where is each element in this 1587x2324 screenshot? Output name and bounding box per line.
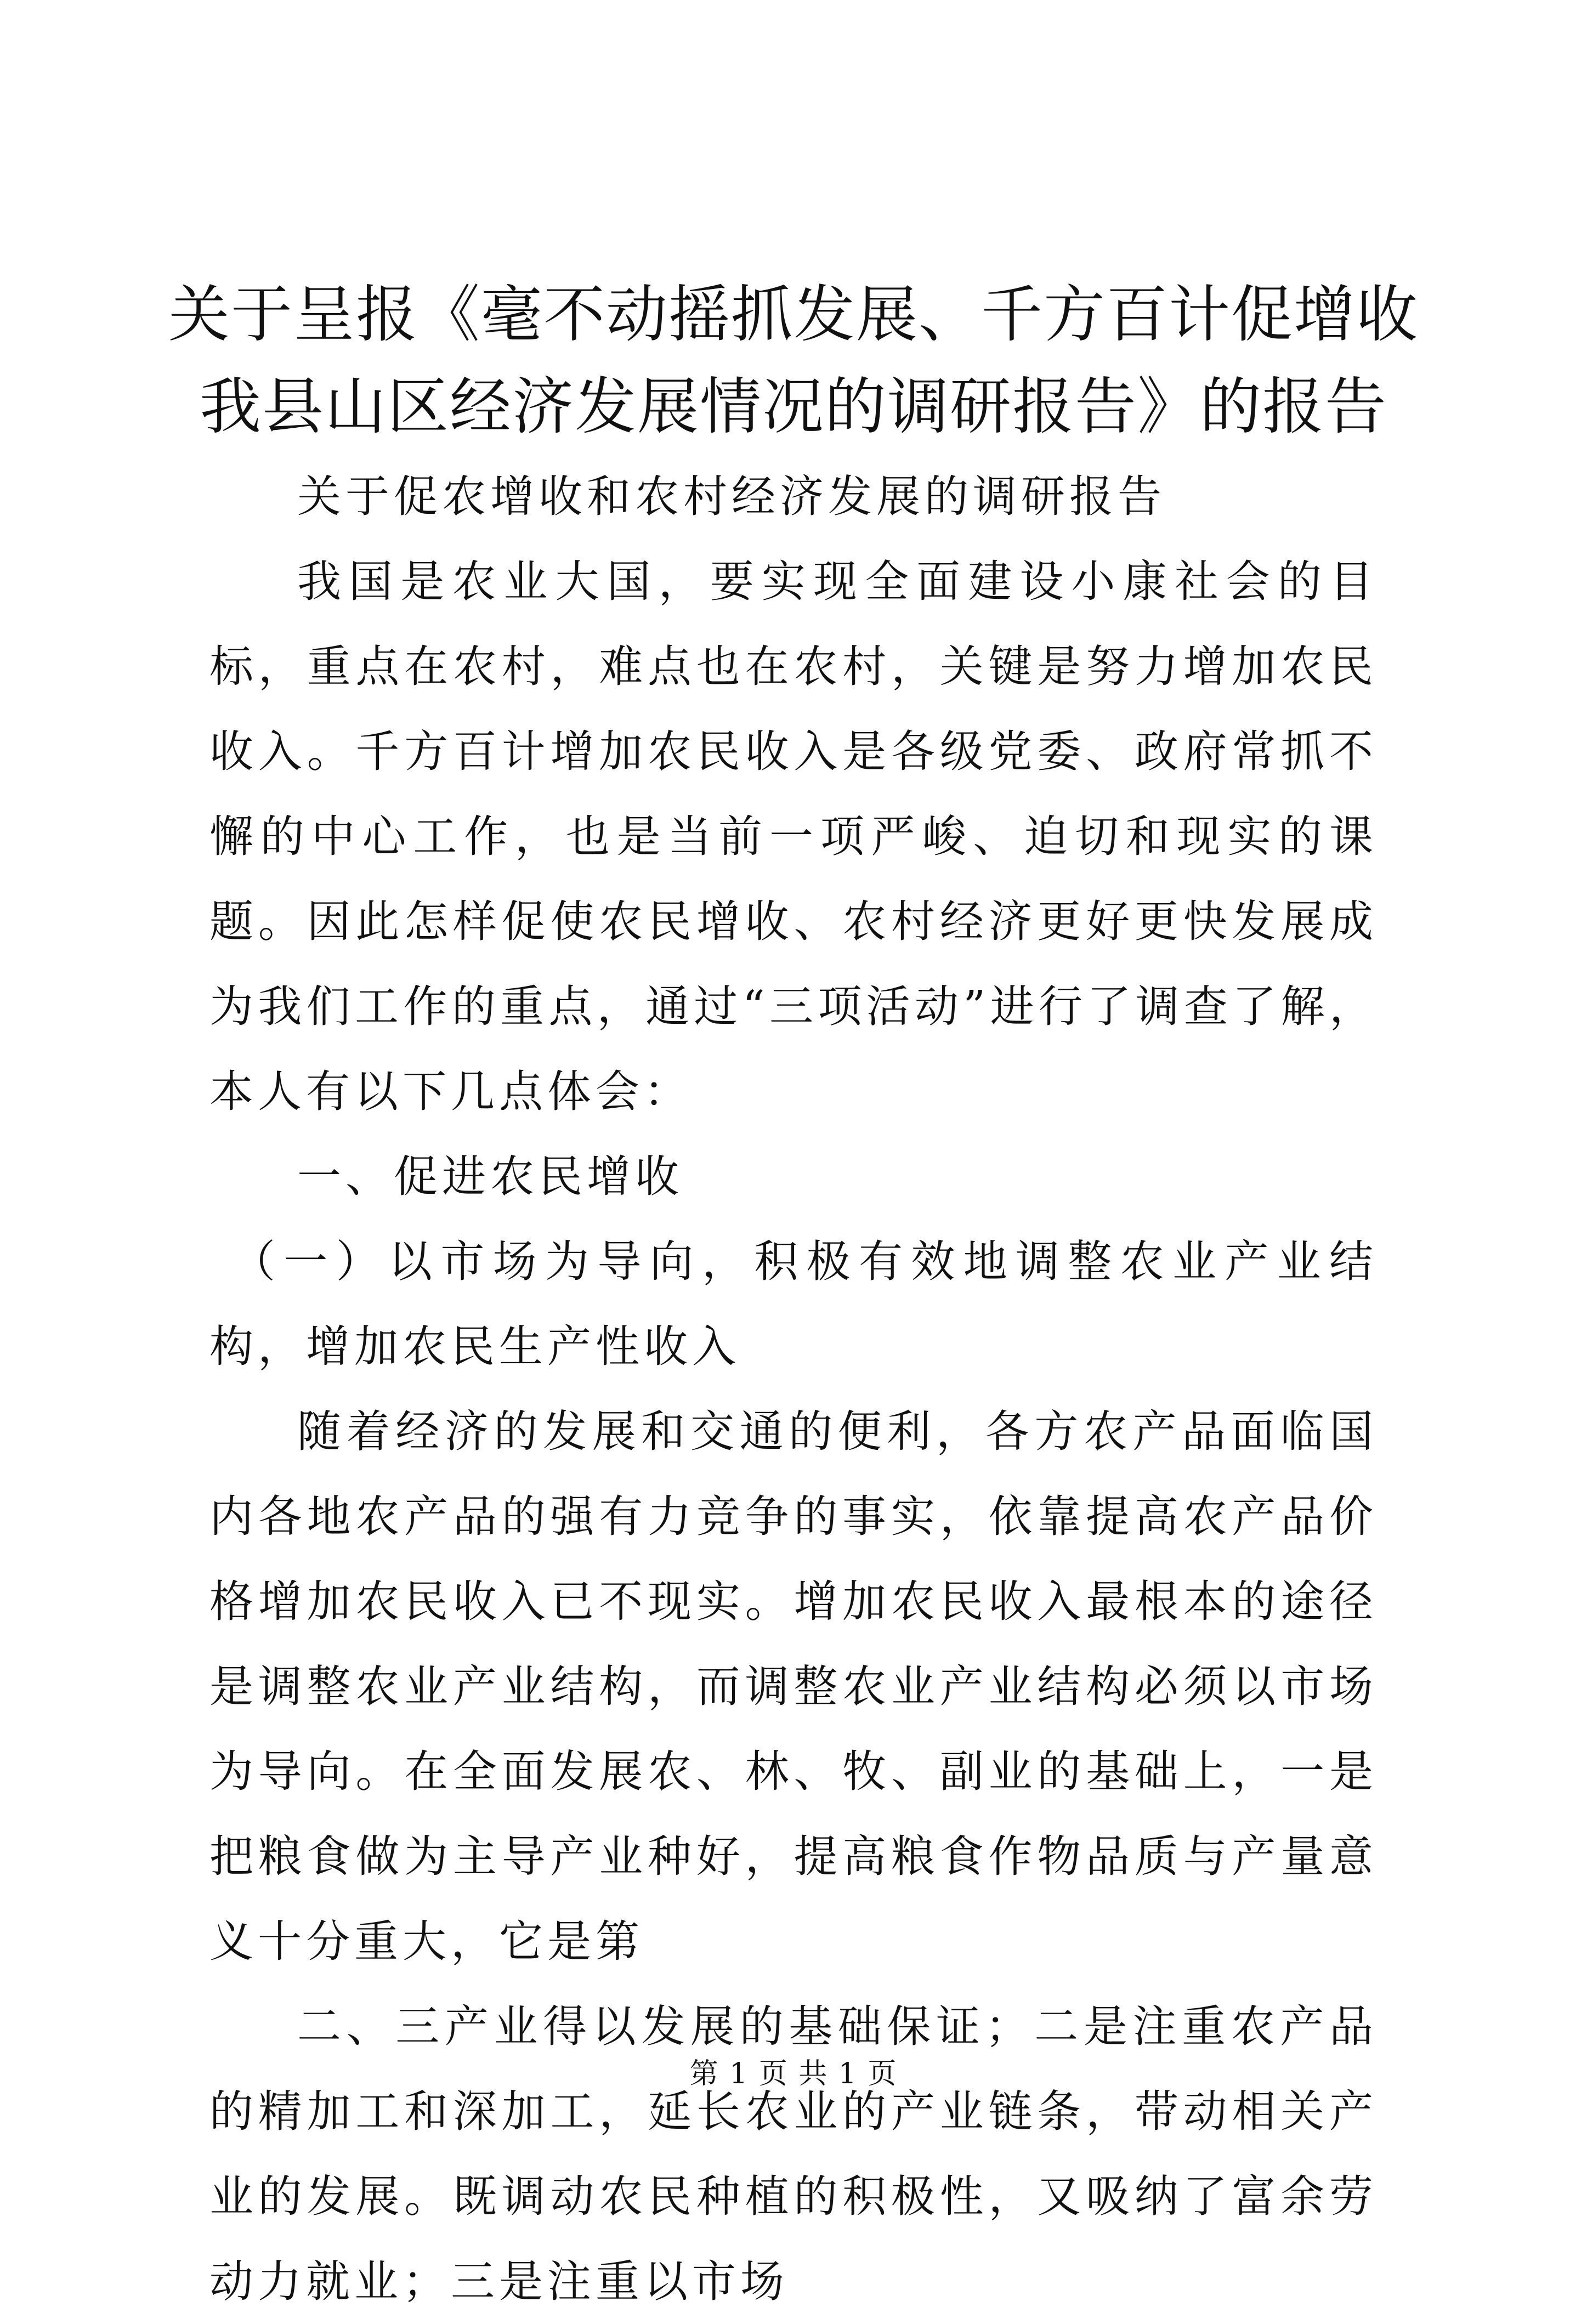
paragraph-continuation: 二、三产业得以发展的基础保证；二是注重农产品的精加工和深加工，延长农业的产业链条，带动相关产业的发展。既调动农民种植的积极性，又吸纳了富余劳动力就业；三是注重以市场 — [209, 2001, 1378, 2307]
section-heading: 一、促进农民增收 — [297, 1151, 683, 1202]
page-number-footer: 第 1 页 共 1 页 — [689, 2057, 898, 2090]
document-body — [209, 454, 1378, 2324]
title-line-1: 关于呈报《毫不动摇抓发展、千方百计促增收 — [168, 279, 1419, 350]
title-line-2: 我县山区经济发展情况的调研报告》的报告 — [200, 371, 1387, 443]
report-subtitle: 关于促农增收和农村经济发展的调研报告 — [297, 471, 1166, 522]
subsection-heading: （一）以市场为导向，积极有效地调整农业产业结构，增加农民生产性收入 — [209, 1236, 1378, 1372]
paragraph-intro: 我国是农业大国，要实现全面建设小康社会的目标，重点在农村，难点也在农村，关键是努力增加农民收入。千方百计增加农民收入是各级党委、政府常抓不懈的中心工作，也是当前一项严峻、迫切和现实的课题。因此怎样促使农民增收、农村经济更好更快发展成为我们工作的重点，通过“三项活动”进行了调查了解，本人有以下几点体会： — [209, 556, 1378, 1117]
document-title — [165, 269, 1422, 453]
paragraph-body: 随着经济的发展和交通的便利，各方农产品面临国内各地农产品的强有力竞争的事实，依靠提高农产品价格增加农民收入已不现实。增加农民收入最根本的途径是调整农业产业结构，而调整农业产业结构必须以市场为导向。在全面发展农、林、牧、副业的基础上，一是把粮食做为主导产业种好，提高粮食作物品质与产量意义十分重大，它是第 — [209, 1406, 1378, 1967]
